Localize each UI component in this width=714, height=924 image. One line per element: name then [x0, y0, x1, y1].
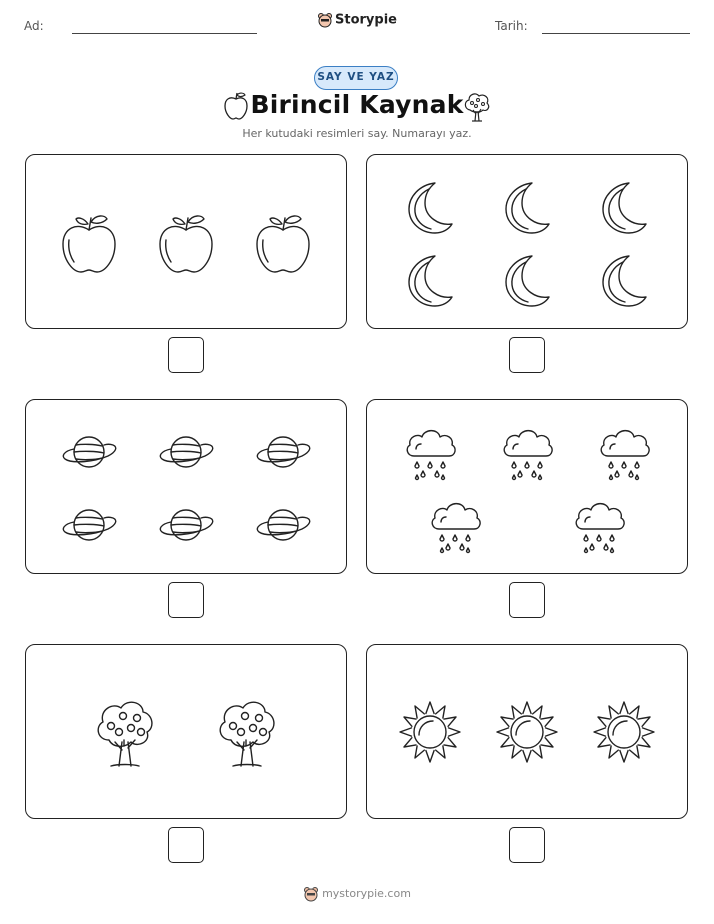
apple-tree-icon	[215, 696, 279, 772]
moon-icon	[405, 252, 455, 312]
rain-cloud-icon	[596, 422, 652, 486]
counting-card-apple-tree	[25, 644, 347, 819]
answer-box-apple[interactable]	[168, 337, 204, 373]
planet-icon	[60, 505, 118, 549]
sun-icon	[494, 699, 560, 769]
answer-box-planet[interactable]	[168, 582, 204, 618]
date-line[interactable]	[542, 33, 690, 34]
instructions: Her kutudaki resimleri say. Numarayı yaz.	[242, 127, 472, 140]
moon-icon	[599, 179, 649, 239]
counting-card-sun	[366, 644, 688, 819]
planet-icon	[60, 432, 118, 476]
name-label: Ad:	[24, 19, 44, 33]
counting-card-planet	[25, 399, 347, 574]
counting-card-rain-cloud	[366, 399, 688, 574]
moon-icon	[502, 252, 552, 312]
answer-box-rain-cloud[interactable]	[509, 582, 545, 618]
bear-icon	[303, 886, 319, 902]
counting-card-moon	[366, 154, 688, 329]
answer-box-sun[interactable]	[509, 827, 545, 863]
rain-cloud-icon	[499, 422, 555, 486]
rain-cloud-icon	[427, 495, 483, 559]
moon-icon	[502, 179, 552, 239]
name-line[interactable]	[72, 33, 257, 34]
date-label: Tarih:	[495, 19, 528, 33]
bear-icon	[317, 12, 333, 28]
planet-icon	[254, 505, 312, 549]
footer	[0, 886, 714, 902]
apple-tree-icon	[462, 90, 492, 122]
brand-logo	[0, 12, 714, 28]
planet-icon	[157, 505, 215, 549]
moon-icon	[599, 252, 649, 312]
counting-card-apple	[25, 154, 347, 329]
sun-icon	[397, 699, 463, 769]
apple-tree-icon	[93, 696, 157, 772]
moon-icon	[405, 179, 455, 239]
planet-icon	[254, 432, 312, 476]
answer-box-moon[interactable]	[509, 337, 545, 373]
apple-icon	[156, 210, 216, 278]
activity-badge: SAY VE YAZ	[314, 66, 398, 90]
footer-url: mystorypie.com	[322, 887, 411, 900]
answer-box-apple-tree[interactable]	[168, 827, 204, 863]
rain-cloud-icon	[402, 422, 458, 486]
page-title: Birincil Kaynak	[250, 90, 464, 119]
rain-cloud-icon	[571, 495, 627, 559]
brand-name: Storypie	[335, 12, 397, 28]
sun-icon	[591, 699, 657, 769]
planet-icon	[157, 432, 215, 476]
apple-icon	[59, 210, 119, 278]
apple-icon	[253, 210, 313, 278]
